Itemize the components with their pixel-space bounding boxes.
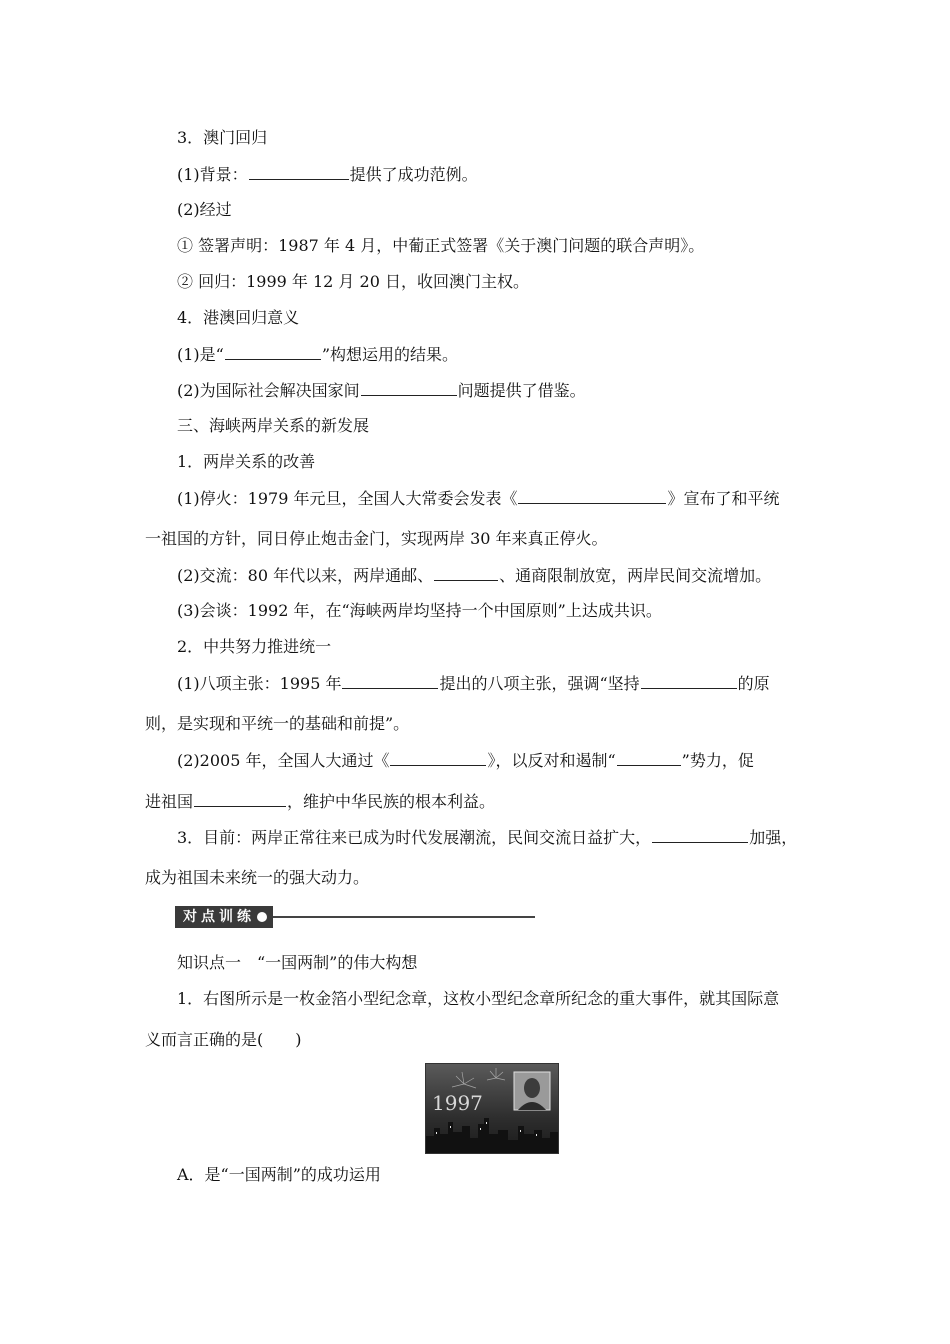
paragraph: ① 签署声明：1987 年 4 月，中葡正式签署《关于澳门问题的联合声明》。 (177, 236, 705, 255)
banner-label: 对点训练 (183, 909, 255, 925)
paragraph: (1)停火：1979 年元旦，全国人大常委会发表《 》宣布了和平统 (177, 489, 780, 508)
section-banner (175, 906, 535, 928)
section-heading: 4．港澳回归意义 (177, 308, 300, 327)
fill-blank (342, 673, 438, 689)
paragraph: 一祖国的方针，同日停止炮击金门，实现两岸 30 年来真正停火。 (145, 529, 608, 548)
banner-rule (273, 916, 535, 918)
section-heading: 1．两岸关系的改善 (177, 452, 316, 471)
knowledge-point-heading: 知识点一 “一国两制”的伟大构想 (177, 953, 418, 972)
paragraph: ② 回归：1999 年 12 月 20 日，收回澳门主权。 (177, 272, 529, 291)
fill-blank (361, 380, 457, 396)
fill-blank (617, 750, 681, 766)
paragraph: 3．目前：两岸正常往来已成为时代发展潮流，民间交流日益扩大， 加强， (177, 828, 798, 847)
question-text: 1．右图所示是一枚金箔小型纪念章，这枚小型纪念章所纪念的重大事件，就其国际意 (177, 989, 780, 1008)
paragraph: (2)2005 年，全国人大通过《 》，以反对和遏制“ ”势力，促 (177, 751, 754, 770)
svg-text:1997: 1997 (432, 1091, 483, 1115)
paragraph: (3)会谈：1992 年，在“海峡两岸均坚持一个中国原则”上达成共识。 (177, 601, 662, 620)
paragraph: 进祖国 ，维护中华民族的根本利益。 (145, 792, 496, 811)
paragraph: (2)交流：80 年代以来，两岸通邮、 、通商限制放宽，两岸民间交流增加。 (177, 566, 772, 585)
fill-blank (518, 488, 666, 504)
paragraph: (2)经过 (177, 200, 232, 219)
fill-blank (225, 344, 321, 360)
question-text: 义而言正确的是( ) (145, 1030, 302, 1049)
paragraph: 成为祖国未来统一的强大动力。 (145, 868, 370, 887)
paragraph: 则，是实现和平统一的基础和前提”。 (145, 714, 410, 733)
paragraph: (1)背景： 提供了成功范例。 (177, 165, 478, 184)
paragraph: (1)八项主张：1995 年 提出的八项主张，强调“坚持 的原 (177, 674, 770, 693)
commemorative-medal-image (425, 1063, 559, 1154)
fill-blank (652, 827, 748, 843)
section-heading: 2．中共努力推进统一 (177, 637, 332, 656)
answer-option-a: A．是“一国两制”的成功运用 (177, 1165, 381, 1184)
paragraph: (1)是“ ”构想运用的结果。 (177, 345, 459, 364)
paragraph: (2)为国际社会解决国家间 问题提供了借鉴。 (177, 381, 586, 400)
part-heading: 三、海峡两岸关系的新发展 (177, 416, 370, 435)
bullet-dot-icon (257, 912, 267, 922)
section-heading: 3．澳门回归 (177, 128, 268, 147)
fill-blank (641, 673, 737, 689)
fill-blank (249, 164, 349, 180)
fill-blank (194, 791, 286, 807)
fill-blank (390, 750, 486, 766)
fill-blank (434, 565, 498, 581)
